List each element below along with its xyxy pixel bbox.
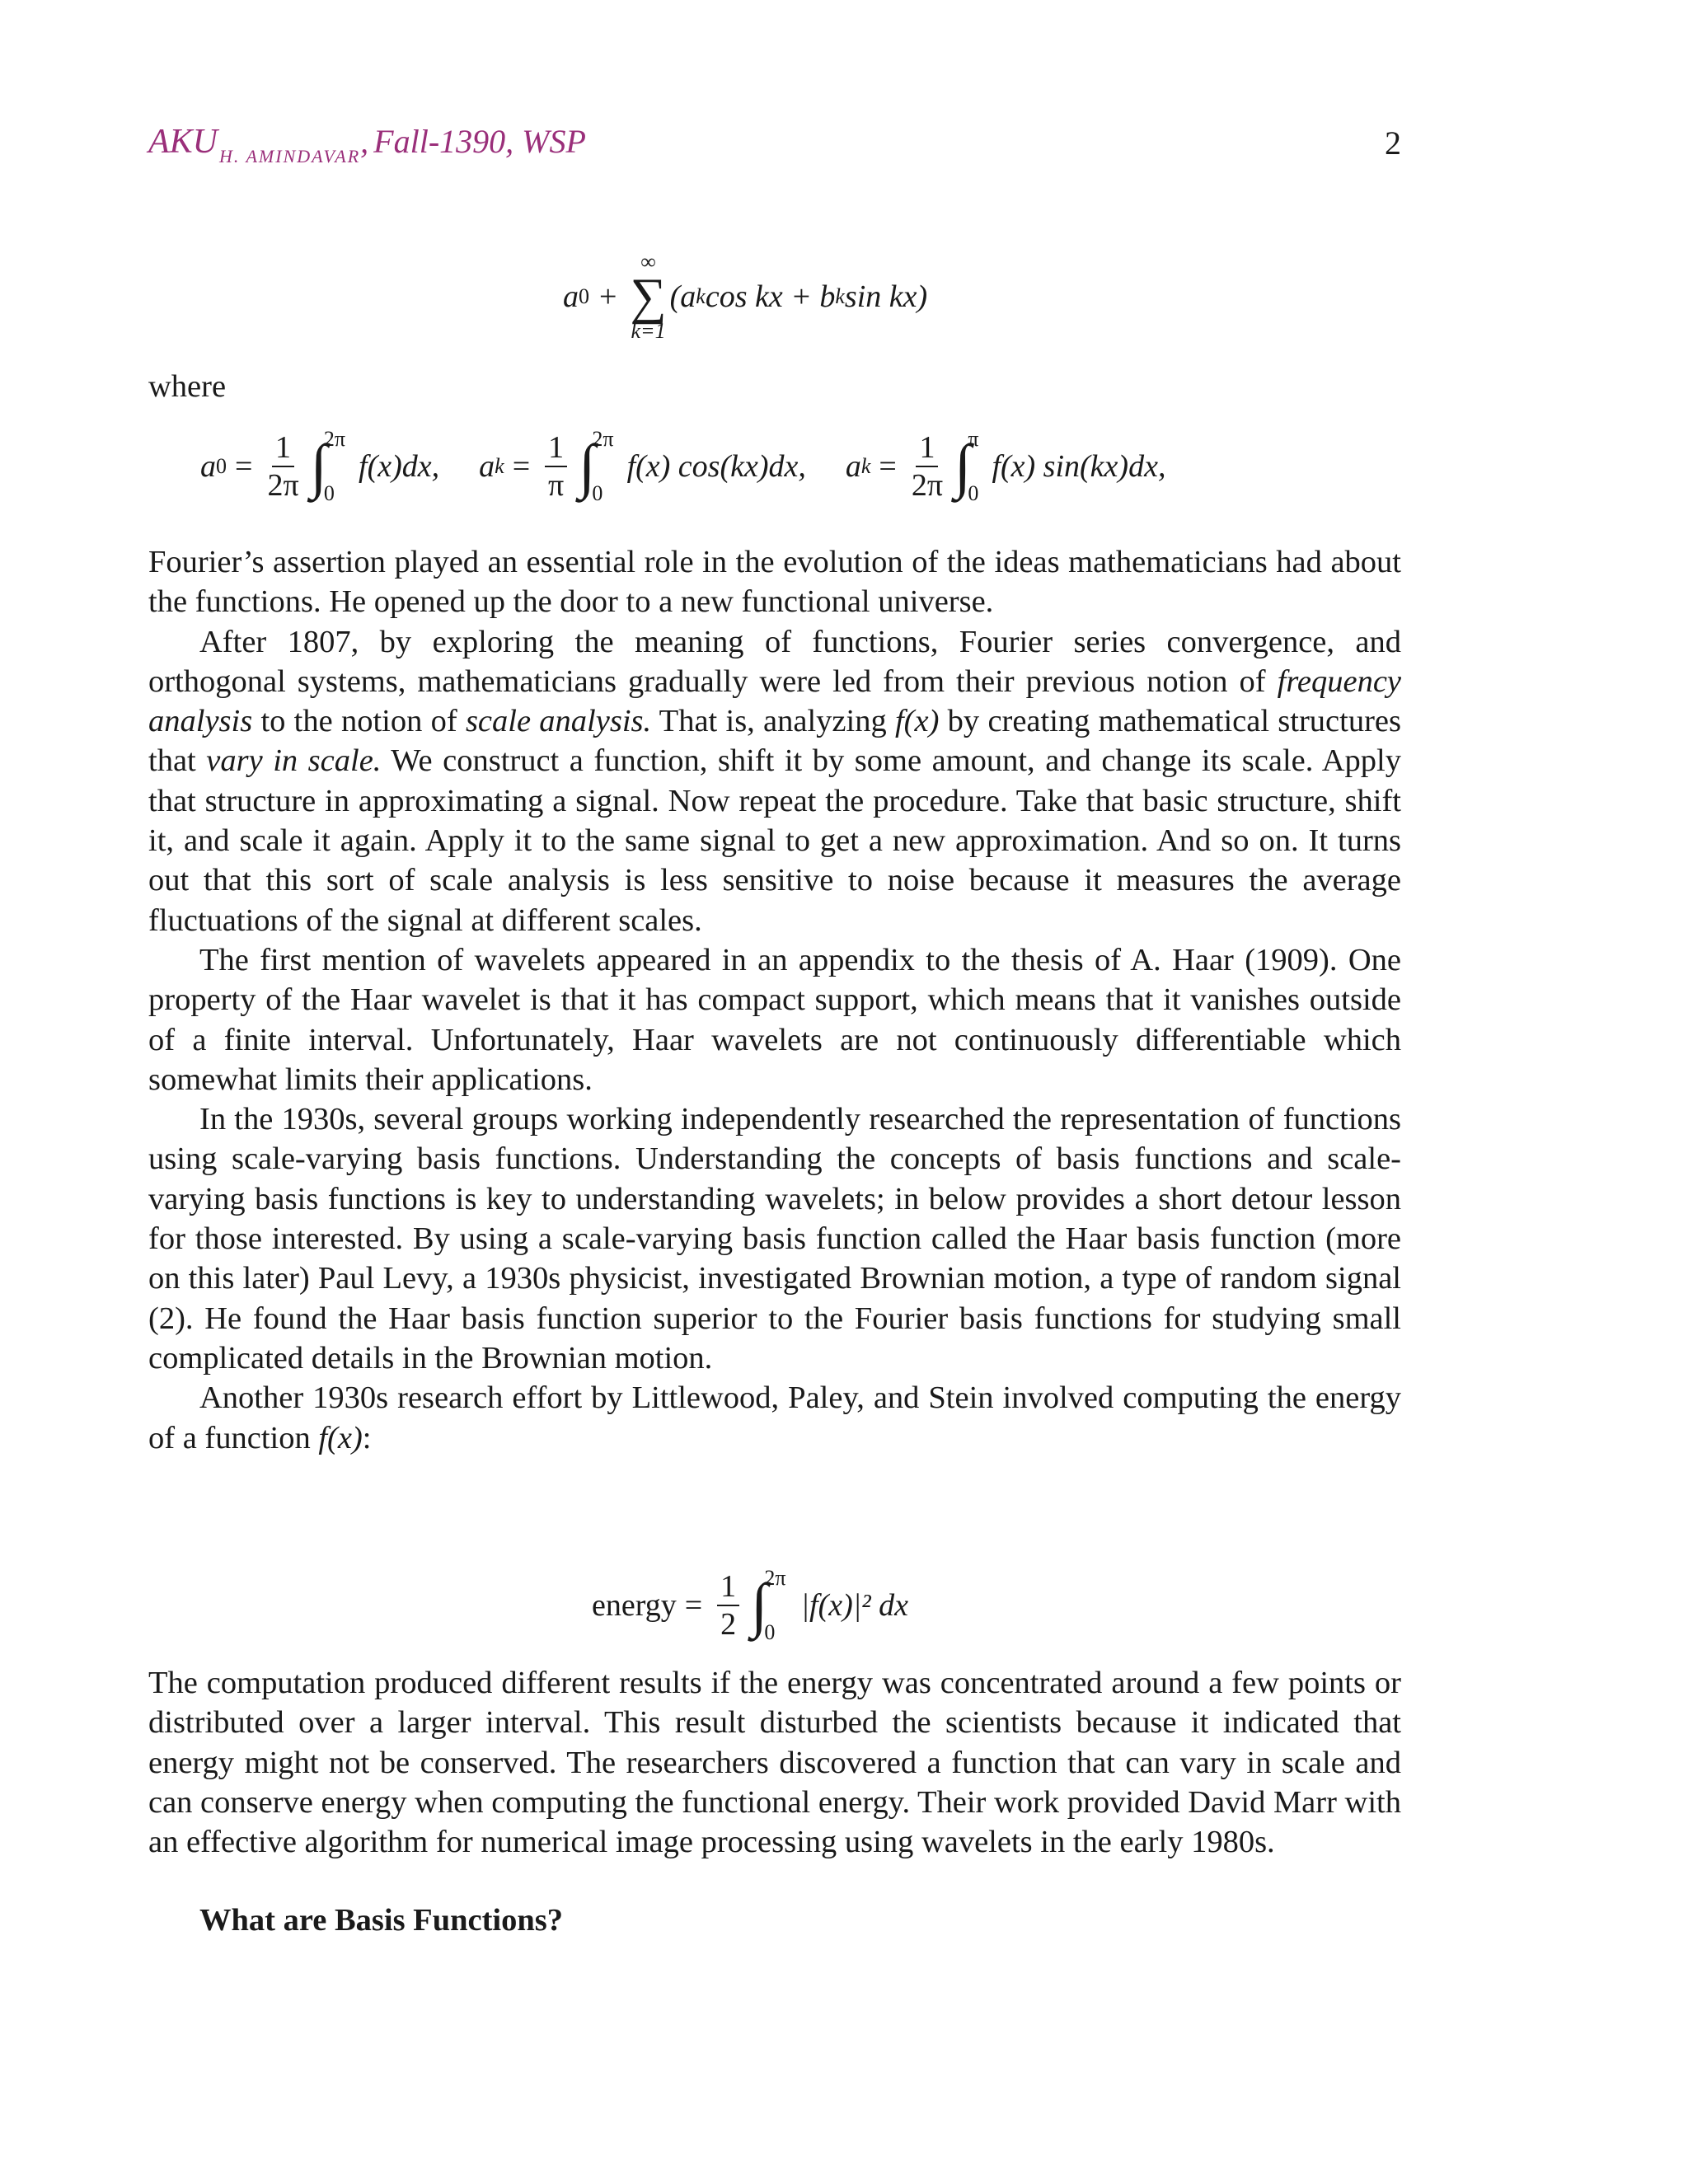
coefficient-equations: a 0 = $\frac{1}{2\pi}$ ∫ 2π 0 f(x)dx, a k = $\frac{1}{\pi}$ ∫ 2π 0 f(x) cos(kx)dx, a k = $\frac{1}{2\pi}$ ∫ π 0 f(x) sin(kx)dx, [200, 427, 1166, 505]
running-header [148, 122, 1401, 171]
page-number: 2 [1385, 124, 1401, 162]
fourier-series-equation: a 0 + ∞ ∑ k=1 (a k cos kx + b k sin kx) [563, 250, 928, 343]
energy-equation: energy = $\frac{1}{2}$ ∫ 2π 0 |f(x)|² dx [592, 1566, 908, 1644]
header-brand: AKU [148, 123, 218, 161]
header-course: Fall-1390, WSP [373, 123, 586, 160]
paragraph: Another 1930s research effort by Littlewood, Paley, and Stein involved computing the energy of a function f(x): [148, 1380, 1401, 1455]
integral-symbol: ∫ 2π 0 [310, 427, 346, 505]
integral-symbol: ∫ 2π 0 [751, 1566, 786, 1644]
header-author: H. AMINDAVAR [219, 146, 361, 166]
paragraph: After 1807, by exploring the meaning of functions, Fourier series convergence, and orthogonal systems, mathematicians gradually were led from their previous notion of frequency analysis to the notion of scale analysis. That is, analyzing f(x) by creating mathematical structures that vary in scale. We construct a function, shift it by some amount, and change its scale. Apply that structure in approximating a signal. Now repeat the procedure. Take that basic structure, shift it, and scale it again. Apply it to the same signal to get a new approximation. And so on. It turns out that this sort of scale analysis is less sensitive to noise because it measures the average fluctuations of the signal at different scales. [148, 624, 1402, 938]
paragraph: In the 1930s, several groups working independently researched the representation of functions using scale-varying basis functions. Understanding the concepts of basis functions and scale-varying basis functions is key to understanding wavelets; in below provides a short detour lesson for those interested. By using a scale-varying basis function called the Haar basis function (more on this later) Paul Levy, a 1930s physicist, investigated Brownian motion, a type of random signal (2). He found the Haar basis function superior to the Fourier basis functions for studying small complicated details in the Brownian motion. [148, 1102, 1401, 1376]
summation-symbol: ∞ ∑ k=1 [630, 250, 667, 343]
integral-symbol: ∫ 2π 0 [579, 427, 614, 505]
paragraph: Fourier’s assertion played an essential role in the evolution of the ideas mathematicians had about the functions. He opened up the door to a new functional universe. [148, 545, 1401, 620]
section-heading: What are Basis Functions? [199, 1903, 564, 1938]
body-text-block-1 [148, 542, 1401, 1458]
paragraph: The computation produced different results if the energy was concentrated around a few points or distributed over a larger interval. This result disturbed the scientists because it indicated that energy might not be conserved. The researchers discovered a function that can vary in scale and can conserve energy when computing the functional energy. Their work provided David Marr with an effective algorithm for numerical image processing using wavelets in the early 1980s. [148, 1666, 1401, 1860]
where-label: where [148, 369, 227, 404]
header-title: $AKU_{H. AMINDAVAR}$, Fall-1390, WSP [148, 123, 586, 166]
body-text-block-2 [148, 1663, 1401, 1862]
paragraph: The first mention of wavelets appeared in an appendix to the thesis of A. Haar (1909). One property of the Haar wavelet is that it has compact support, which means that it vanishes outside of a finite interval. Unfortunately, Haar wavelets are not continuously differentiable which somewhat limits their applications. [148, 942, 1401, 1097]
integral-symbol: ∫ π 0 [954, 427, 979, 505]
